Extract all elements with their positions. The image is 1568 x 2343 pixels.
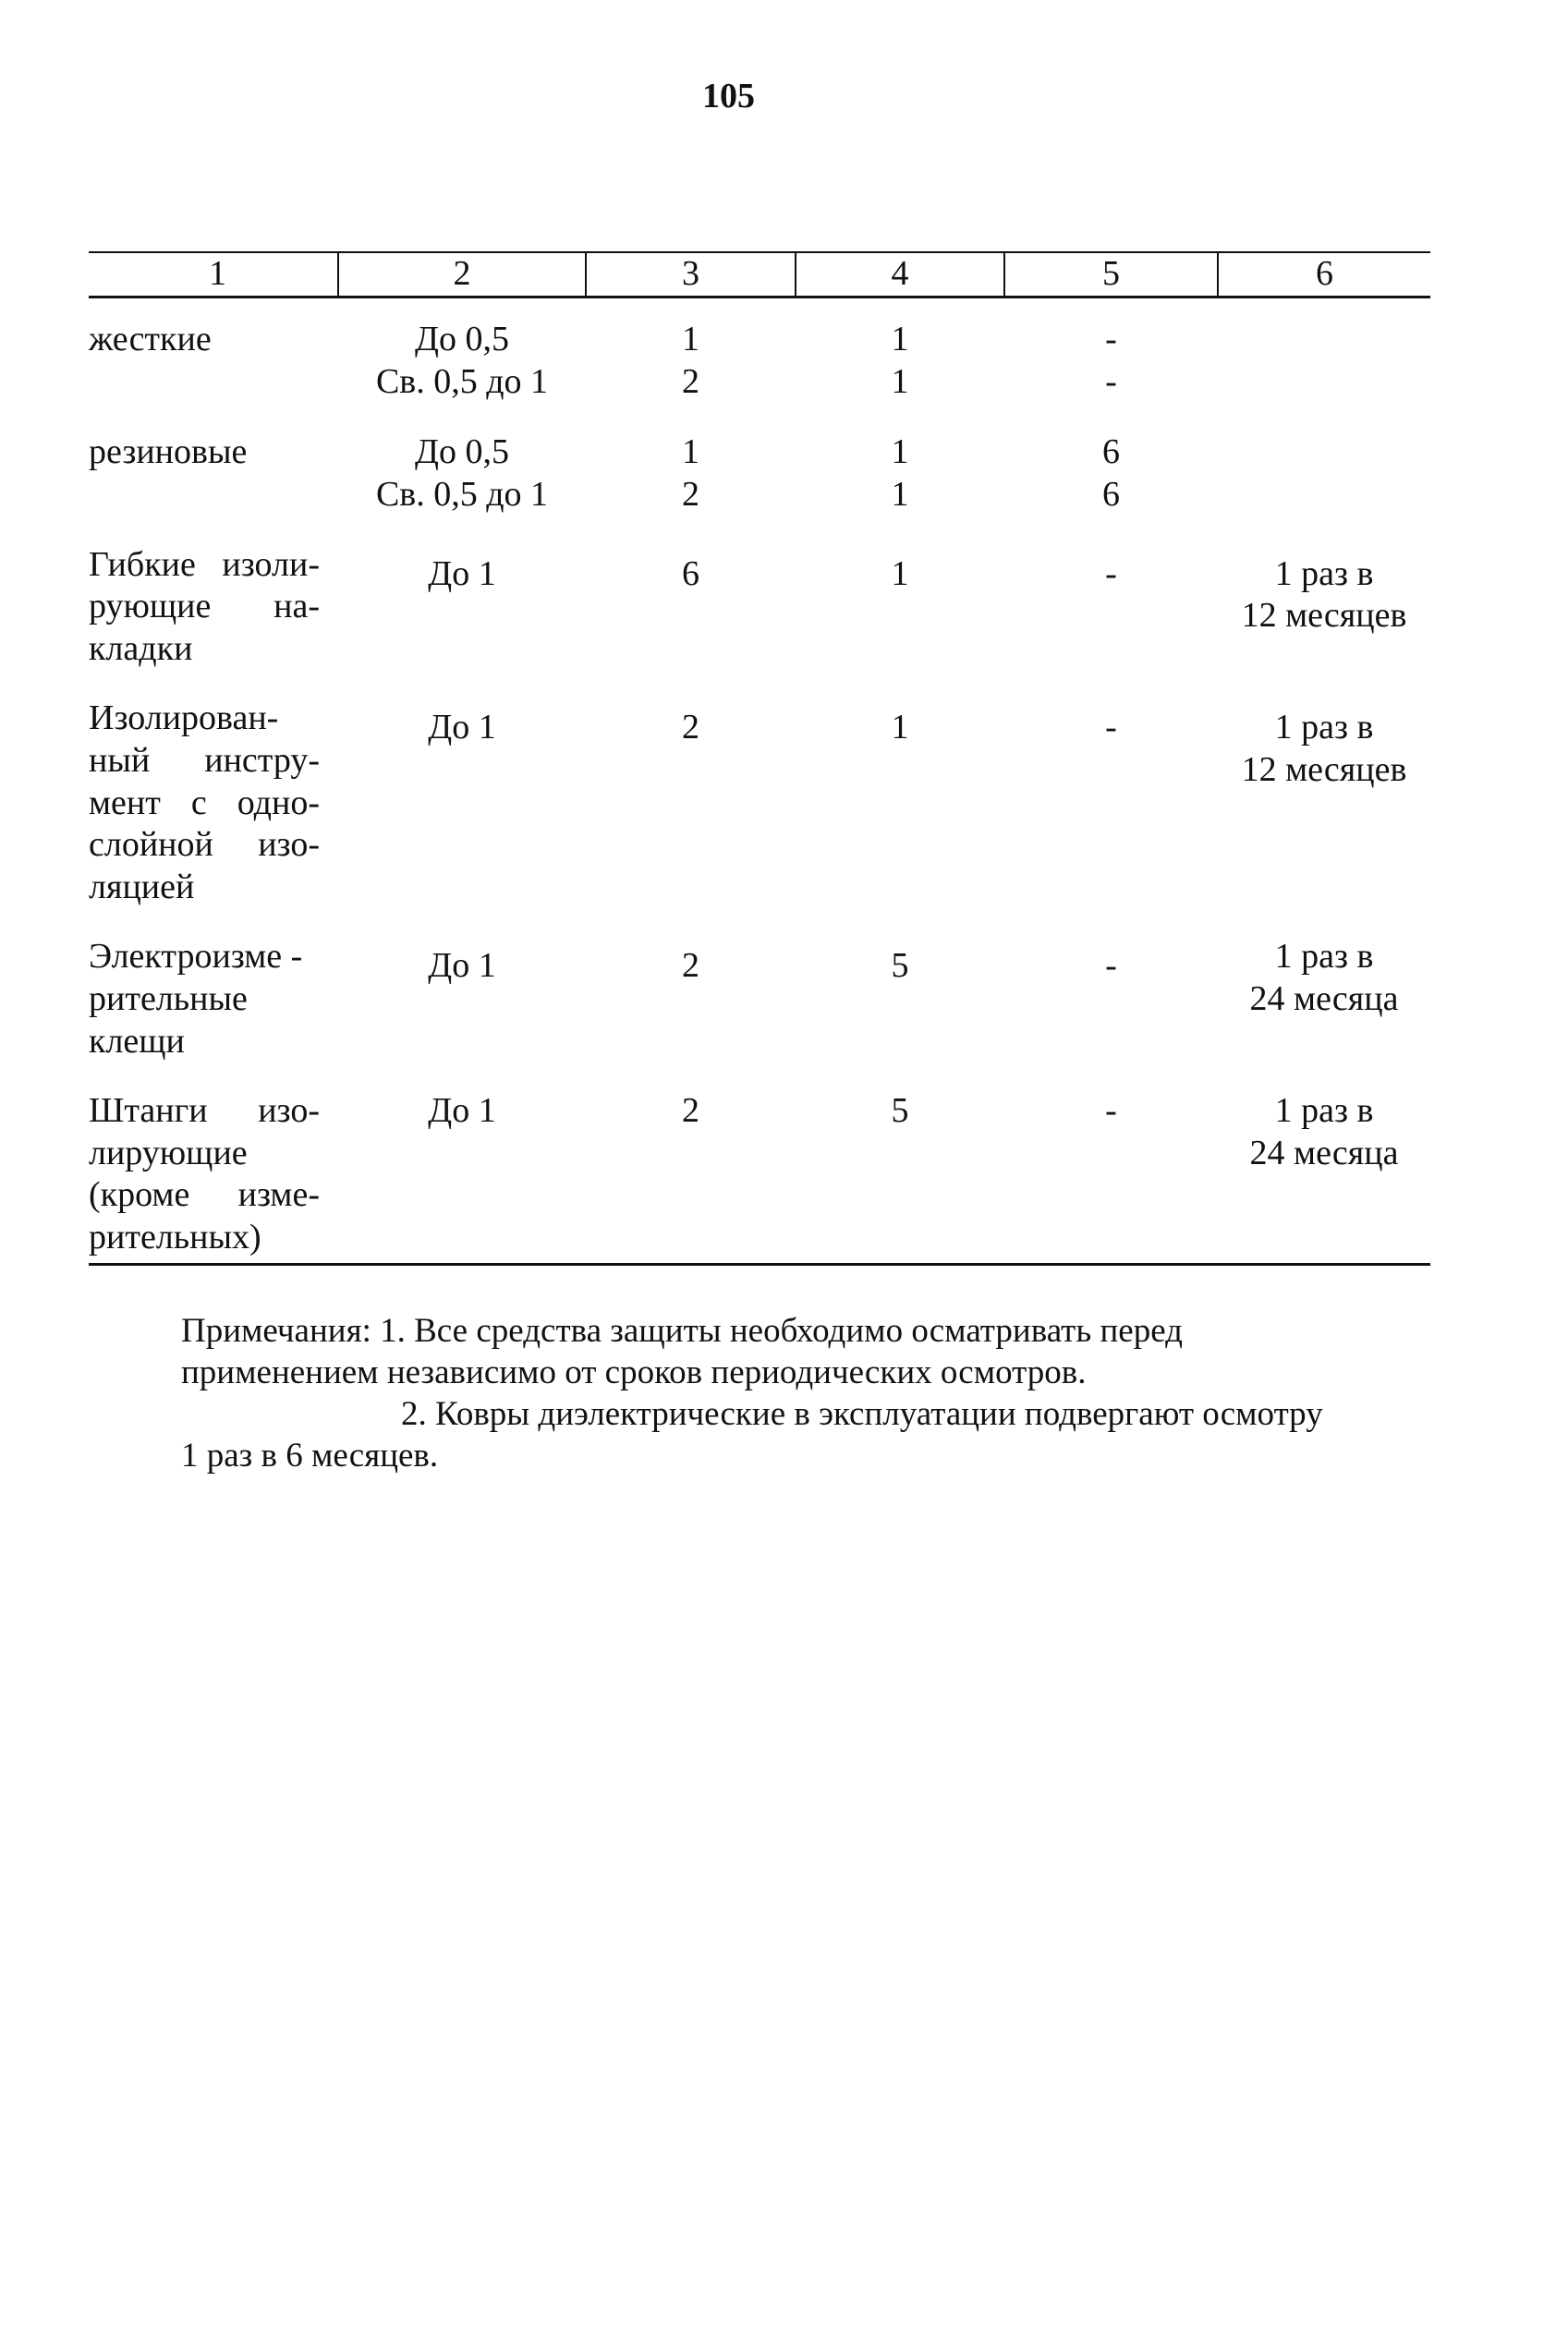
- col4-value: 1: [891, 319, 909, 358]
- voltage-cell: [338, 670, 586, 908]
- table-row: [89, 908, 1430, 1062]
- item-name-cell: [89, 516, 338, 671]
- col6-cell: [1218, 908, 1430, 1062]
- voltage-value: До 1: [428, 553, 496, 593]
- col5-cell: [1004, 404, 1218, 516]
- table-header-row: [89, 252, 1430, 297]
- table-row: [89, 670, 1430, 908]
- item-name-cell: [89, 1062, 338, 1264]
- col4-value: 5: [891, 946, 909, 986]
- item-name-line: (кроме изме-: [89, 1175, 320, 1215]
- col5-cell: [1004, 516, 1218, 671]
- inspection-period: 12 месяцев: [1241, 749, 1407, 789]
- col3-cell: [586, 297, 796, 404]
- voltage-value: До 0,5: [415, 319, 509, 358]
- col4-value: 1: [891, 361, 909, 401]
- col5-cell: [1004, 297, 1218, 404]
- header-col-3: 3: [586, 252, 796, 297]
- inspection-period: 1 раз в: [1274, 708, 1374, 747]
- inspection-period: 12 месяцев: [1241, 596, 1407, 636]
- col3-value: 1: [682, 431, 699, 471]
- table-grid: [89, 251, 1430, 1266]
- item-name-line: лирующие: [89, 1133, 248, 1172]
- col6-cell: [1218, 670, 1430, 908]
- voltage-value: До 1: [428, 708, 496, 747]
- col5-cell: [1004, 670, 1218, 908]
- item-name-cell: [89, 670, 338, 908]
- voltage-value: До 0,5: [415, 431, 509, 471]
- header-col-4: 4: [796, 252, 1004, 297]
- table-row: [89, 297, 1430, 404]
- col5-value: 6: [1102, 474, 1120, 514]
- col3-value: 2: [682, 708, 699, 747]
- item-name-cell: [89, 297, 338, 404]
- voltage-value: До 1: [428, 946, 496, 986]
- item-name-line: ляцией: [89, 867, 195, 906]
- col3-cell: [586, 516, 796, 671]
- col6-cell: [1218, 1062, 1430, 1264]
- voltage-value: До 1: [428, 1091, 496, 1131]
- table-row: [89, 404, 1430, 516]
- col5-cell: [1004, 908, 1218, 1062]
- col3-value: 2: [682, 474, 699, 514]
- inspection-table: [89, 251, 1430, 1256]
- col4-cell: [796, 404, 1004, 516]
- item-name: резиновые: [89, 431, 248, 471]
- item-name-line: клещи: [89, 1021, 185, 1061]
- col5-value: -: [1105, 361, 1117, 401]
- col4-cell: [796, 297, 1004, 404]
- item-name-line: Штанги изо-: [89, 1091, 320, 1131]
- item-name-line: Гибкие изоли-: [89, 544, 320, 584]
- table-row: [89, 1062, 1430, 1264]
- item-name-cell: [89, 908, 338, 1062]
- col4-value: 5: [891, 1091, 909, 1131]
- inspection-period: 1 раз в: [1274, 1091, 1374, 1131]
- header-col-5: 5: [1004, 252, 1218, 297]
- item-name: жесткие: [89, 319, 212, 358]
- col6-cell: [1218, 516, 1430, 671]
- col3-value: 1: [682, 319, 699, 358]
- inspection-period: 1 раз в: [1274, 937, 1374, 977]
- header-col-2: 2: [338, 252, 586, 297]
- col3-cell: [586, 670, 796, 908]
- col4-cell: [796, 670, 1004, 908]
- item-name-line: Изолирован-: [89, 698, 279, 738]
- col5-value: -: [1105, 319, 1117, 358]
- voltage-value: Св. 0,5 до 1: [375, 361, 549, 401]
- item-name-line: слойной изо-: [89, 825, 320, 865]
- item-name-line: рительные: [89, 978, 248, 1018]
- col4-value: 1: [891, 708, 909, 747]
- col3-cell: [586, 1062, 796, 1264]
- col3-value: 2: [682, 1091, 699, 1131]
- item-name-cell: [89, 404, 338, 516]
- item-name-line: мент с одно-: [89, 783, 320, 822]
- col3-value: 6: [682, 553, 699, 593]
- col4-cell: [796, 516, 1004, 671]
- col4-value: 1: [891, 431, 909, 471]
- col5-value: 6: [1102, 431, 1120, 471]
- col3-value: 2: [682, 946, 699, 986]
- col5-value: -: [1105, 1091, 1117, 1131]
- col5-value: -: [1105, 946, 1117, 986]
- item-name-line: Электроизме -: [89, 937, 303, 977]
- item-name-line: кладки: [89, 628, 193, 668]
- voltage-value: Св. 0,5 до 1: [375, 474, 549, 514]
- header-col-6: 6: [1218, 252, 1430, 297]
- item-name-line: рительных): [89, 1217, 261, 1256]
- col5-value: -: [1105, 708, 1117, 747]
- voltage-cell: [338, 404, 586, 516]
- note-2: 2. Ковры диэлектрические в эксплуатации подвергают осмотру 1 раз в 6 месяцев.: [181, 1395, 1323, 1475]
- col3-cell: [586, 908, 796, 1062]
- col6-cell: [1218, 297, 1430, 404]
- col3-cell: [586, 404, 796, 516]
- page-number: 105: [702, 77, 755, 115]
- voltage-cell: [338, 1062, 586, 1264]
- voltage-cell: [338, 908, 586, 1062]
- table-row: [89, 516, 1430, 671]
- item-name-line: ный инстру-: [89, 740, 320, 780]
- inspection-period: 24 месяца: [1249, 978, 1399, 1018]
- item-name-line: рующие на-: [89, 587, 320, 626]
- col4-value: 1: [891, 474, 909, 514]
- col4-cell: [796, 908, 1004, 1062]
- col3-value: 2: [682, 361, 699, 401]
- note-1: Примечания: 1. Все средства защиты необходимо осматривать перед применением независимо от сроков периодических осмотров.: [181, 1312, 1183, 1392]
- col6-cell: [1218, 404, 1430, 516]
- col4-cell: [796, 1062, 1004, 1264]
- inspection-period: 24 месяца: [1249, 1133, 1399, 1172]
- notes-section: [181, 1310, 1345, 1477]
- voltage-cell: [338, 516, 586, 671]
- col5-cell: [1004, 1062, 1218, 1264]
- col5-value: -: [1105, 553, 1117, 593]
- voltage-cell: [338, 297, 586, 404]
- inspection-period: 1 раз в: [1274, 553, 1374, 593]
- col4-value: 1: [891, 553, 909, 593]
- header-col-1: 1: [89, 252, 338, 297]
